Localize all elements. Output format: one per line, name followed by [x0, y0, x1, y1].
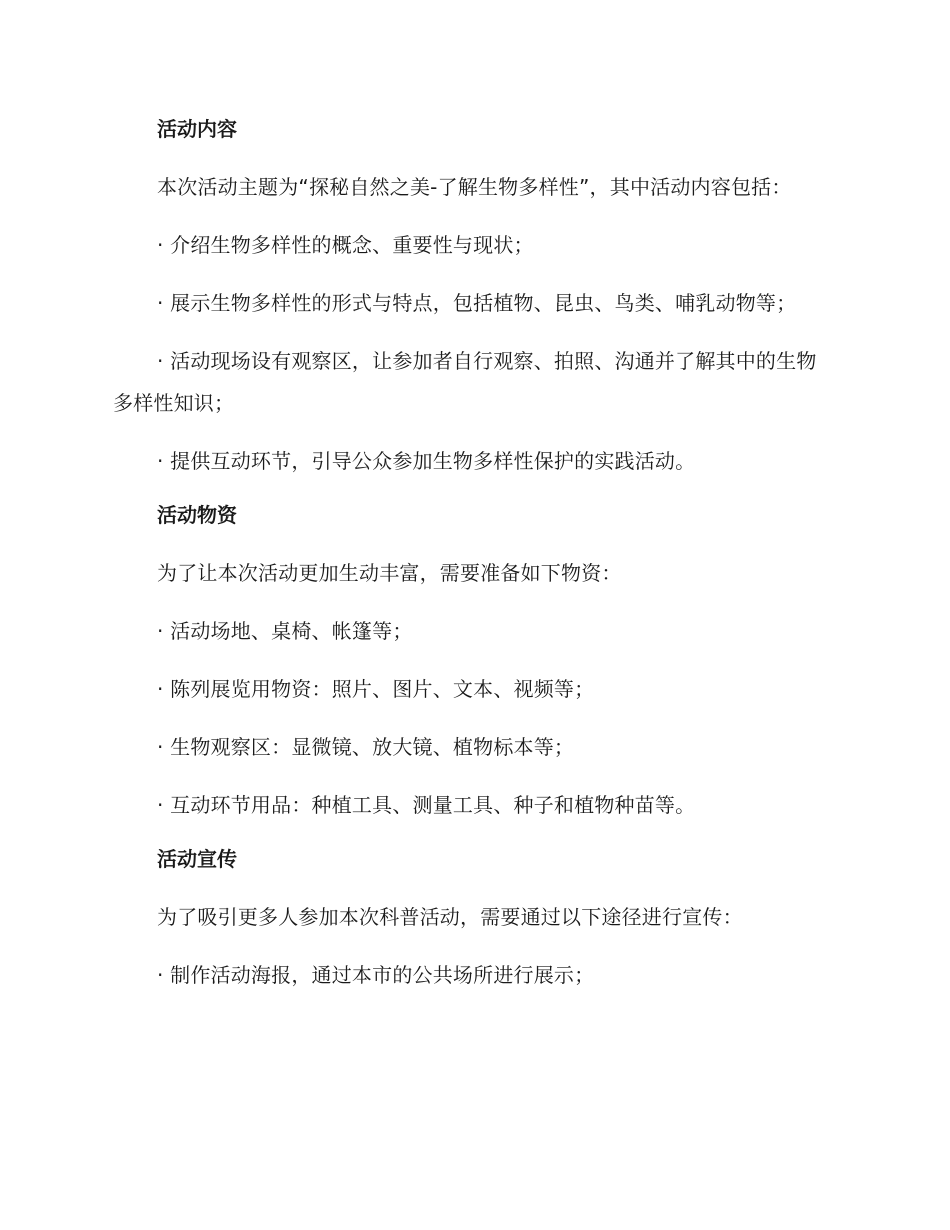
bullet-item: · 介绍生物多样性的概念、重要性与现状； [157, 233, 534, 257]
section-heading: 活动宣传 [157, 847, 237, 871]
document-page [113, 112, 825, 1012]
section-activity-content [113, 112, 825, 482]
section-heading: 活动物资 [157, 503, 237, 527]
paragraph: 为了让本次活动更加生动丰富，需要准备如下物资： [157, 561, 622, 585]
bullet-item: · 展示生物多样性的形式与特点，包括植物、昆虫、鸟类、哺乳动物等； [157, 291, 797, 315]
section-heading: 活动内容 [157, 117, 237, 141]
bullet-item: · 陈列展览用物资：照片、图片、文本、视频等； [157, 677, 595, 701]
bullet-item: · 互动环节用品：种植工具、测量工具、种子和植物种苗等。 [157, 793, 696, 817]
section-activity-promotion [113, 842, 825, 996]
paragraph: 本次活动主题为“探秘自然之美-了解生物多样性”，其中活动内容包括： [157, 175, 792, 199]
bullet-item: · 活动场地、桌椅、帐篷等； [157, 619, 413, 643]
paragraph: 为了吸引更多人参加本次科普活动，需要通过以下途径进行宣传： [157, 905, 743, 929]
bullet-item: · 提供互动环节，引导公众参加生物多样性保护的实践活动。 [157, 449, 696, 473]
bullet-item: · 生物观察区：显微镜、放大镜、植物标本等； [157, 735, 575, 759]
section-activity-materials [113, 498, 825, 826]
bullet-item: · 活动现场设有观察区，让参加者自行观察、拍照、沟通并了解其中的生物多样性知识； [113, 349, 817, 415]
bullet-item: · 制作活动海报，通过本市的公共场所进行展示； [157, 963, 595, 987]
